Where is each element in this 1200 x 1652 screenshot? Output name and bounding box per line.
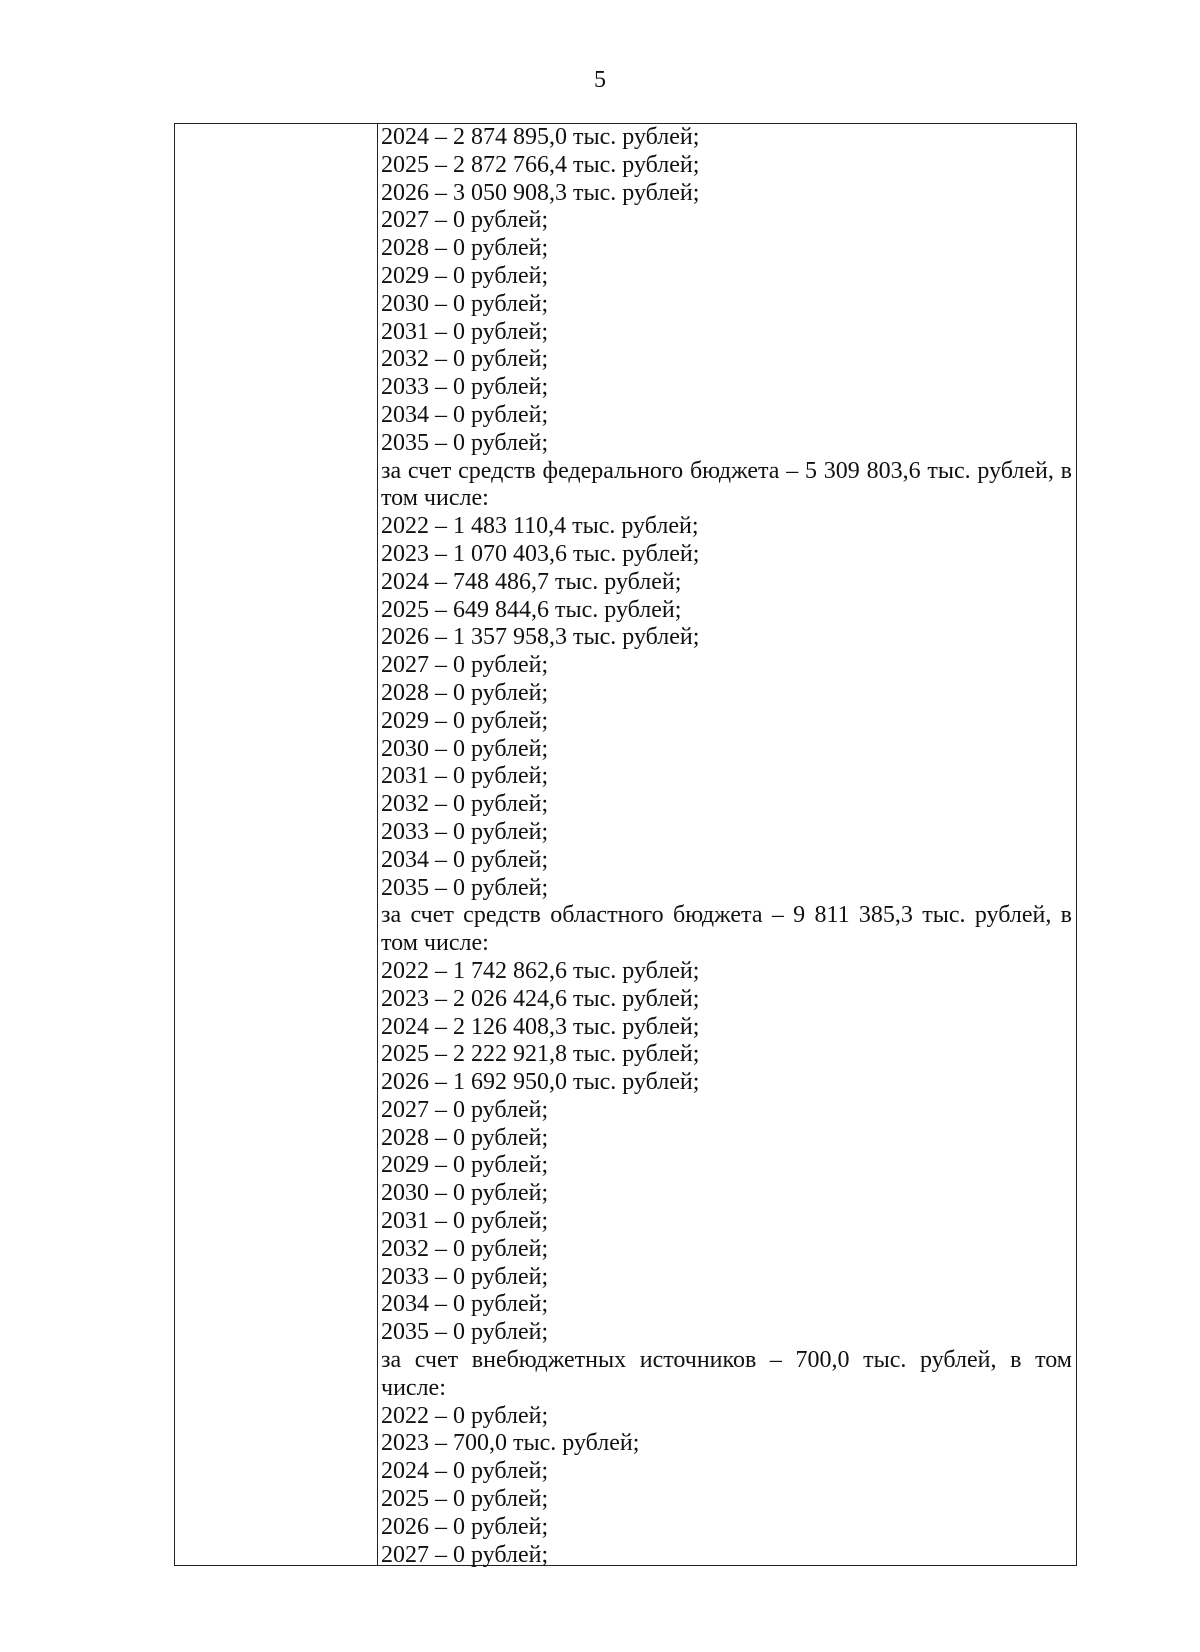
funding-line: 2024 – 2 126 408,3 тыс. рублей;: [381, 1013, 700, 1040]
funding-line: 2026 – 1 357 958,3 тыс. рублей;: [381, 624, 700, 651]
funding-line: за счет внебюджетных источников – 700,0 тыс. рублей, в том: [381, 1347, 1072, 1374]
funding-line: 2029 – 0 рублей;: [381, 707, 549, 734]
funding-line: 2034 – 0 рублей;: [381, 846, 549, 873]
funding-line: 2028 – 0 рублей;: [381, 679, 549, 706]
funding-line: 2029 – 0 рублей;: [381, 262, 549, 289]
funding-line: 2033 – 0 рублей;: [381, 818, 549, 845]
funding-line: 2025 – 2 222 921,8 тыс. рублей;: [381, 1041, 700, 1068]
funding-line: 2032 – 0 рублей;: [381, 346, 549, 373]
funding-line: 2029 – 0 рублей;: [381, 1152, 549, 1179]
funding-line: 2026 – 0 рублей;: [381, 1513, 549, 1540]
funding-line: 2034 – 0 рублей;: [381, 1291, 549, 1318]
funding-line: 2030 – 0 рублей;: [381, 290, 549, 317]
funding-line: 2033 – 0 рублей;: [381, 374, 549, 401]
funding-line: 2035 – 0 рублей;: [381, 429, 549, 456]
funding-line: 2027 – 0 рублей;: [381, 1541, 549, 1568]
funding-line: 2025 – 0 рублей;: [381, 1486, 549, 1513]
funding-line: 2024 – 2 874 895,0 тыс. рублей;: [381, 124, 700, 150]
table-left-cell: [175, 124, 378, 1565]
funding-line: 2027 – 0 рублей;: [381, 1096, 549, 1123]
funding-line: 2023 – 1 070 403,6 тыс. рублей;: [381, 540, 700, 567]
funding-line: том числе:: [381, 930, 489, 957]
funding-line: 2031 – 0 рублей;: [381, 1208, 549, 1235]
funding-line: 2028 – 0 рублей;: [381, 1124, 549, 1151]
funding-line: 2024 – 0 рублей;: [381, 1458, 549, 1485]
funding-line: 2033 – 0 рублей;: [381, 1263, 549, 1290]
funding-line: 2022 – 1 742 862,6 тыс. рублей;: [381, 957, 700, 984]
funding-line: за счет средств федерального бюджета – 5 309 803,6 тыс. рублей, в: [381, 457, 1072, 484]
funding-line: 2035 – 0 рублей;: [381, 1319, 549, 1346]
funding-line: 2025 – 2 872 766,4 тыс. рублей;: [381, 151, 700, 178]
funding-line: том числе:: [381, 485, 489, 512]
table-right-cell: [378, 124, 1076, 1569]
funding-line: 2030 – 0 рублей;: [381, 735, 549, 762]
funding-line: числе:: [381, 1374, 446, 1401]
funding-line: 2026 – 1 692 950,0 тыс. рублей;: [381, 1069, 700, 1096]
funding-line: 2025 – 649 844,6 тыс. рублей;: [381, 596, 682, 623]
page-number: 5: [594, 67, 606, 93]
funding-line: 2026 – 3 050 908,3 тыс. рублей;: [381, 179, 700, 206]
funding-line: за счет средств областного бюджета – 9 811 385,3 тыс. рублей, в: [381, 902, 1072, 929]
funding-line: 2028 – 0 рублей;: [381, 235, 549, 262]
funding-line: 2031 – 0 рублей;: [381, 763, 549, 790]
funding-line: 2032 – 0 рублей;: [381, 791, 549, 818]
funding-table: [174, 123, 1077, 1566]
funding-line: 2027 – 0 рублей;: [381, 652, 549, 679]
funding-line: 2023 – 700,0 тыс. рублей;: [381, 1430, 640, 1457]
funding-line: 2023 – 2 026 424,6 тыс. рублей;: [381, 985, 700, 1012]
funding-line: 2022 – 1 483 110,4 тыс. рублей;: [381, 513, 699, 540]
funding-line: 2030 – 0 рублей;: [381, 1180, 549, 1207]
funding-line: 2032 – 0 рублей;: [381, 1235, 549, 1262]
funding-line: 2035 – 0 рублей;: [381, 874, 549, 901]
funding-line: 2034 – 0 рублей;: [381, 401, 549, 428]
funding-line: 2031 – 0 рублей;: [381, 318, 549, 345]
funding-line: 2022 – 0 рублей;: [381, 1402, 549, 1429]
funding-line: 2024 – 748 486,7 тыс. рублей;: [381, 568, 682, 595]
funding-line: 2027 – 0 рублей;: [381, 207, 549, 234]
